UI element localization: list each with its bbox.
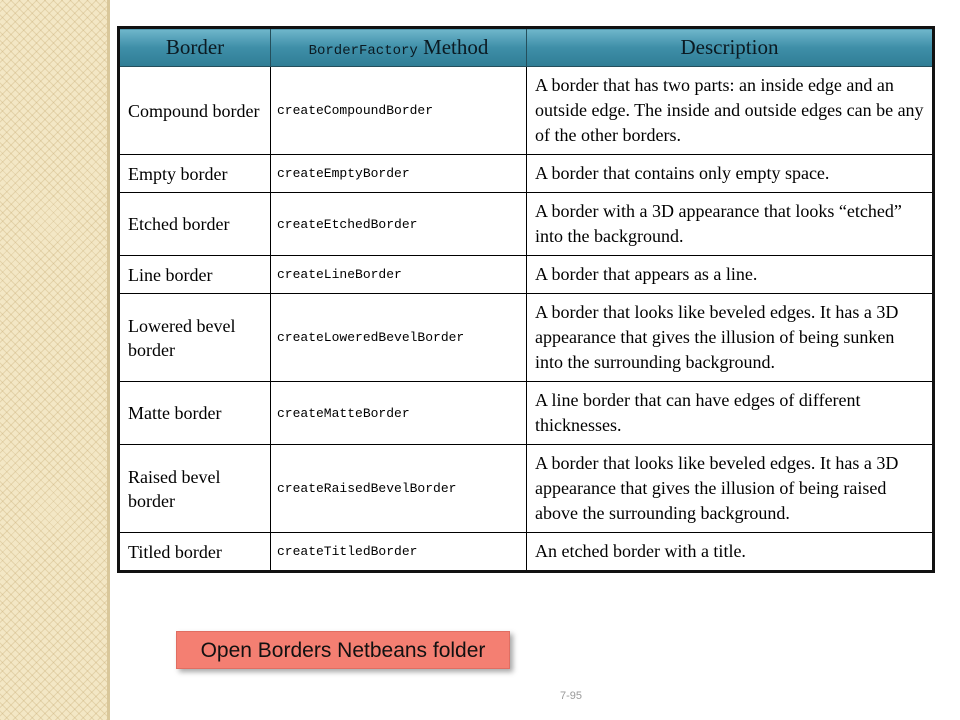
decorative-left-strip (0, 0, 107, 720)
table-row (119, 256, 934, 294)
table-row (119, 445, 934, 533)
page-number: 7-95 (560, 690, 583, 702)
border-name: Lowered bevel border (119, 294, 271, 382)
border-description: A border that contains only empty space. (527, 155, 934, 193)
border-name: Empty border (119, 155, 271, 193)
table-header-row (119, 28, 934, 67)
border-methods-table (117, 26, 935, 573)
table-row (119, 67, 934, 155)
header-method-word: Method (423, 35, 489, 59)
border-description: A border that looks like beveled edges. It has a 3D appearance that gives the illusion of being raised above the surrounding background. (527, 445, 934, 533)
border-name: Raised bevel border (119, 445, 271, 533)
border-description: A line border that can have edges of different thicknesses. (527, 382, 934, 445)
strip-edge-divider (107, 0, 110, 720)
border-description: A border that has two parts: an inside edge and an outside edge. The inside and outside edges can be any of the other borders. (527, 67, 934, 155)
table-row (119, 533, 934, 572)
factory-method: createLoweredBevelBorder (271, 294, 527, 382)
factory-method: createCompoundBorder (271, 67, 527, 155)
table-row (119, 155, 934, 193)
header-method (271, 28, 527, 67)
header-method-code: BorderFactory (308, 43, 418, 59)
factory-method: createTitledBorder (271, 533, 527, 572)
border-description: A border that looks like beveled edges. It has a 3D appearance that gives the illusion of being sunken into the surrounding background. (527, 294, 934, 382)
table-row (119, 193, 934, 256)
factory-method: createEmptyBorder (271, 155, 527, 193)
border-name: Titled border (119, 533, 271, 572)
factory-method: createEtchedBorder (271, 193, 527, 256)
header-border: Border (119, 28, 271, 67)
open-borders-netbeans-button[interactable]: Open Borders Netbeans folder (176, 631, 510, 669)
border-description: A border with a 3D appearance that looks “etched” into the background. (527, 193, 934, 256)
header-description: Description (527, 28, 934, 67)
factory-method: createLineBorder (271, 256, 527, 294)
border-description: A border that appears as a line. (527, 256, 934, 294)
factory-method: createMatteBorder (271, 382, 527, 445)
factory-method: createRaisedBevelBorder (271, 445, 527, 533)
border-name: Line border (119, 256, 271, 294)
table-row (119, 294, 934, 382)
border-name: Compound border (119, 67, 271, 155)
border-name: Matte border (119, 382, 271, 445)
border-description: An etched border with a title. (527, 533, 934, 572)
table-row (119, 382, 934, 445)
border-name: Etched border (119, 193, 271, 256)
